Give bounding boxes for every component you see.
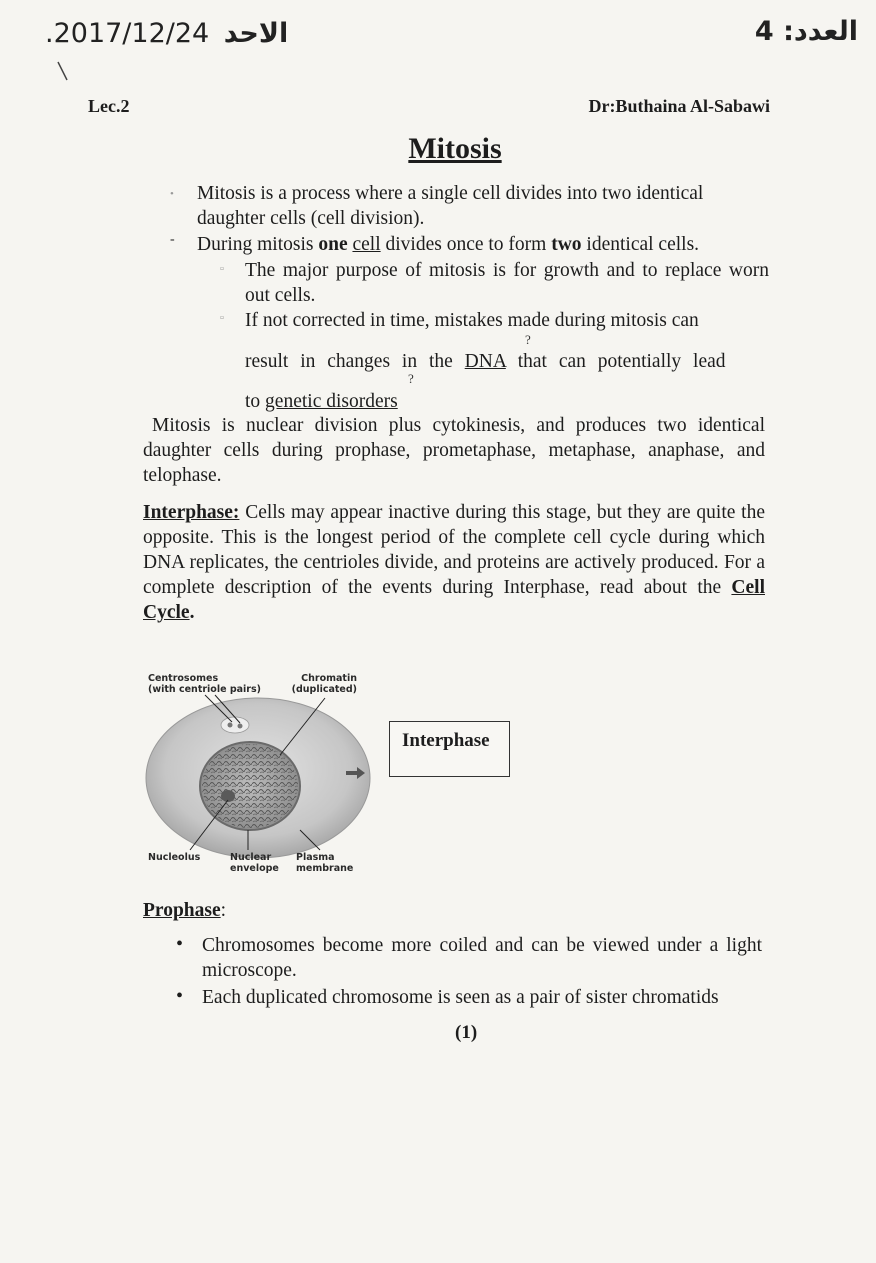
label-line: (with centriole pairs): [148, 684, 261, 695]
interphase-text: Cells may appear inactive during this stage, but they are quite the opposite. This is the longest period of the complete cell cycle during which DNA replicates, the centrioles divide, and proteins are actively produced. For a complete description of the events during Interphase, read about the: [143, 502, 765, 598]
prophase-heading-text: Prophase: [143, 900, 221, 921]
lecture-label: Lec.2: [88, 96, 130, 116]
prophase-heading: [143, 898, 226, 923]
label-nuclear-envelope: [230, 852, 279, 874]
label-nucleolus: Nucleolus: [148, 852, 201, 863]
label-line: (duplicated): [291, 684, 357, 695]
author-name: Dr:Buthaina Al-Sabawi: [588, 96, 770, 116]
pen-stroke-mark: [55, 60, 75, 85]
arrow-right-icon: [345, 766, 367, 780]
centrosome-shape: [221, 717, 249, 733]
intro-bullet-1: Mitosis is a process where a single cell divides into two identical daughter cells (cell division).: [197, 183, 704, 229]
text-fragment: During mitosis: [197, 234, 314, 255]
text-bold-two: two: [551, 234, 582, 255]
text-underlined-cell: cell: [352, 234, 381, 255]
label-line: Plasma: [296, 852, 335, 863]
date-text: .2017/12/24: [45, 18, 210, 49]
text-fragment: to: [245, 391, 261, 412]
issue-number: العدد: 4: [754, 16, 858, 47]
question-mark: ?: [525, 332, 531, 347]
period: .: [189, 602, 195, 623]
handwritten-date: [45, 18, 288, 49]
label-plasma-membrane: [296, 852, 353, 874]
paragraph-nuclear-division: Mitosis is nuclear division plus cytokinesis, and produces two identical daughter cells during prophase, prometaphase, metaphase, anaphase, and telophase.: [143, 415, 765, 486]
intro-sub-bullet-2-line1: If not corrected in time, mistakes made during mitosis can: [245, 310, 699, 331]
bullet-marker: •: [176, 985, 184, 1007]
cell-cycle-link: Cell Cycle: [143, 577, 765, 623]
intro-sub-bullet-2-line3: [245, 389, 398, 414]
paragraph-interphase: [143, 500, 765, 625]
text-fragment: divides once to form: [385, 234, 547, 255]
question-mark: ?: [408, 371, 414, 386]
day-text: الاحد: [223, 18, 289, 49]
text-bold-one: one: [318, 234, 348, 255]
intro-bullet-2: [197, 232, 777, 257]
text-fragment: that can potentially lead: [517, 351, 726, 372]
centriole-shape: [228, 723, 233, 728]
text-underlined-dna: DNA: [464, 351, 506, 372]
interphase-box-label: Interphase: [402, 730, 490, 751]
bullet-marker: •: [176, 933, 184, 955]
text-underlined-genetic-disorders: genetic disorders: [265, 391, 398, 412]
bullet-dash: -: [170, 232, 175, 247]
page-title: Mitosis: [408, 132, 502, 165]
label-line: Nuclear: [230, 852, 272, 863]
centriole-shape: [238, 724, 243, 729]
interphase-box: [389, 721, 510, 777]
interphase-heading: Interphase:: [143, 502, 240, 523]
label-line: Centrosomes: [148, 673, 219, 684]
prophase-bullet-1: Chromosomes become more coiled and can be viewed under a light microscope.: [202, 935, 762, 981]
bullet-marker: •: [170, 188, 174, 200]
colon: :: [220, 900, 227, 921]
text-fragment: result in changes in the: [245, 351, 453, 372]
sub-bullet-marker: ▫: [220, 263, 224, 275]
intro-sub-bullet-1: The major purpose of mitosis is for growth and to replace worn out cells.: [245, 260, 769, 306]
page-number: (1): [455, 1022, 478, 1043]
sub-bullet-marker: ▫: [220, 312, 224, 324]
cell-diagram: [140, 690, 380, 860]
intro-sub-bullet-2-line2: [245, 349, 769, 374]
label-line: Chromatin: [301, 673, 357, 684]
prophase-bullet-2: Each duplicated chromosome is seen as a pair of sister chromatids: [202, 987, 719, 1008]
text-fragment: identical cells.: [586, 234, 700, 255]
label-line: envelope: [230, 863, 279, 874]
label-line: membrane: [296, 863, 354, 874]
